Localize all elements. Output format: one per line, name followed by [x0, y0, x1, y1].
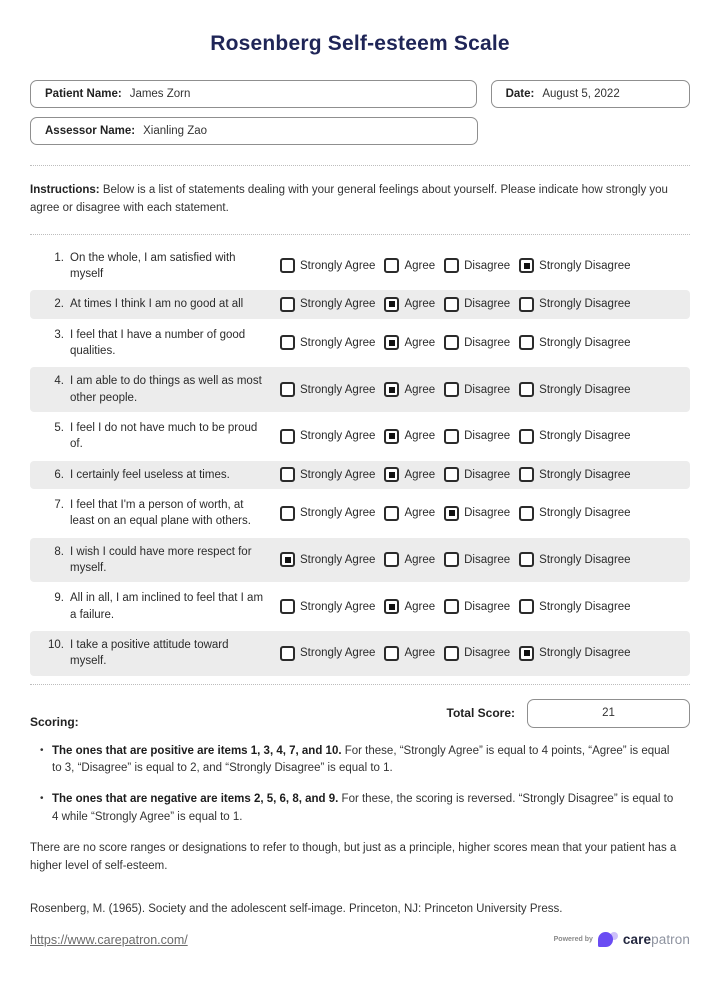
option-label: Strongly Agree — [300, 298, 376, 311]
option-disagree — [444, 599, 510, 614]
checkbox-agree[interactable] — [384, 552, 399, 567]
question-row-1 — [30, 244, 690, 289]
question-number: 1. — [54, 251, 64, 264]
checkbox-strongly-disagree[interactable] — [519, 382, 534, 397]
option-disagree — [444, 335, 510, 350]
question-number: 5. — [54, 421, 64, 434]
question-statement — [42, 544, 280, 577]
checkbox-agree[interactable] — [384, 297, 399, 312]
divider — [30, 234, 690, 235]
question-text: I take a positive attitude toward myself. — [70, 638, 229, 668]
option-label: Agree — [404, 336, 436, 349]
checkbox-strongly-agree[interactable] — [280, 599, 295, 614]
scoring-bullet-positive — [40, 743, 680, 779]
question-number: 3. — [54, 328, 64, 341]
question-row-9 — [30, 584, 690, 629]
brand-light: patron — [651, 932, 690, 948]
total-score-value: 21 — [602, 707, 615, 720]
scoring-heading: Scoring: — [30, 714, 79, 729]
option-label: Disagree — [464, 468, 511, 481]
answer-options — [280, 335, 680, 350]
answer-options — [280, 646, 680, 661]
question-statement — [42, 420, 280, 453]
checkbox-strongly-agree[interactable] — [280, 382, 295, 397]
checkbox-agree[interactable] — [384, 429, 399, 444]
checkbox-strongly-agree[interactable] — [280, 467, 295, 482]
checkbox-strongly-agree[interactable] — [280, 429, 295, 444]
date-field[interactable] — [491, 80, 690, 108]
option-label: Strongly Agree — [300, 553, 376, 566]
assessor-name-label: Assessor Name: — [45, 125, 136, 137]
answer-options — [280, 297, 680, 312]
powered-by-badge — [554, 931, 690, 948]
instructions-body: Below is a list of statements dealing with your general feelings about yourself. Please indicate how strongly you agree or disagree with each statement. — [30, 184, 668, 214]
instructions-label: Instructions: — [30, 184, 100, 196]
question-row-6 — [30, 461, 690, 489]
question-text: All in all, I am inclined to feel that I am a failure. — [70, 592, 264, 621]
checkbox-strongly-agree[interactable] — [280, 297, 295, 312]
option-label: Strongly Agree — [300, 383, 376, 396]
date-value: August 5, 2022 — [542, 88, 620, 100]
option-label: Agree — [404, 647, 436, 660]
option-label: Disagree — [464, 298, 511, 311]
question-text: I feel that I have a number of good qualities. — [70, 328, 246, 357]
checkbox-strongly-disagree[interactable] — [519, 258, 534, 273]
question-row-7 — [30, 491, 690, 536]
option-disagree — [444, 258, 510, 273]
question-text: I certainly feel useless at times. — [70, 468, 230, 481]
questions-list — [30, 244, 690, 676]
option-label: Strongly Agree — [300, 468, 376, 481]
question-statement — [42, 497, 280, 530]
brand-bold: care — [622, 932, 652, 948]
option-disagree — [444, 506, 510, 521]
instructions-text — [30, 182, 670, 218]
question-statement — [42, 637, 280, 670]
answer-options — [280, 258, 680, 273]
question-number: 4. — [54, 375, 64, 388]
checkbox-disagree[interactable] — [444, 467, 459, 482]
checkbox-disagree[interactable] — [444, 429, 459, 444]
checkbox-agree[interactable] — [384, 335, 399, 350]
checkbox-disagree[interactable] — [444, 297, 459, 312]
divider — [30, 165, 690, 166]
citation-text: Rosenberg, M. (1965). Society and the adolescent self-image. Princeton, NJ: Princeton University Press. — [30, 903, 563, 916]
option-agree — [384, 335, 435, 350]
powered-by-label: Powered by — [553, 936, 593, 944]
checkbox-strongly-disagree[interactable] — [519, 429, 534, 444]
option-strongly-agree — [280, 429, 375, 444]
question-statement — [42, 467, 280, 483]
question-row-2 — [30, 290, 690, 318]
checkbox-strongly-agree[interactable] — [280, 258, 295, 273]
option-label: Agree — [404, 430, 436, 443]
option-label: Disagree — [464, 647, 511, 660]
option-label: Disagree — [464, 507, 511, 520]
option-agree — [384, 297, 435, 312]
bullet-body-text: For these, “Strongly Agree” is equal to 4 points, “Agree” is equal to 3, “Disagree” is equal to 2, and “Strongly Disagree” is equal to 1. — [52, 744, 670, 775]
option-strongly-disagree — [519, 552, 630, 567]
question-row-10 — [30, 631, 690, 676]
question-number: 9. — [54, 592, 64, 605]
question-row-3 — [30, 321, 690, 366]
option-disagree — [444, 382, 510, 397]
checkbox-disagree[interactable] — [444, 599, 459, 614]
checkbox-disagree[interactable] — [444, 552, 459, 567]
total-score-field[interactable] — [527, 699, 690, 728]
question-text: I feel that I'm a person of worth, at least on an equal plane with others. — [70, 498, 251, 528]
option-label: Disagree — [464, 430, 511, 443]
option-strongly-agree — [280, 467, 375, 482]
option-label: Strongly Disagree — [539, 383, 631, 396]
option-label: Strongly Agree — [300, 647, 376, 660]
question-statement — [42, 250, 280, 283]
question-number: 2. — [54, 298, 64, 311]
question-statement — [42, 373, 280, 406]
option-label: Strongly Agree — [300, 259, 376, 272]
option-label: Agree — [404, 553, 436, 566]
option-label: Agree — [404, 259, 436, 272]
option-agree — [384, 552, 435, 567]
question-text: I wish I could have more respect for myself. — [70, 545, 252, 574]
footer-row — [30, 931, 690, 948]
checkbox-strongly-agree[interactable] — [280, 646, 295, 661]
option-label: Strongly Disagree — [539, 298, 631, 311]
option-label: Agree — [404, 383, 436, 396]
option-strongly-disagree — [519, 646, 630, 661]
option-disagree — [444, 429, 510, 444]
assessor-name-value: Xianling Zao — [143, 125, 208, 137]
checkbox-disagree[interactable] — [444, 506, 459, 521]
carepatron-logo-icon — [598, 931, 618, 948]
header-fields-row-2 — [30, 117, 690, 145]
total-score-label: Total Score: — [446, 706, 515, 721]
option-strongly-disagree — [519, 467, 630, 482]
patient-name-label: Patient Name: — [45, 88, 122, 100]
option-agree — [384, 467, 435, 482]
option-strongly-agree — [280, 258, 375, 273]
divider — [30, 684, 690, 685]
question-statement — [42, 327, 280, 360]
checkbox-agree[interactable] — [384, 506, 399, 521]
option-strongly-disagree — [519, 506, 630, 521]
question-row-8 — [30, 538, 690, 583]
option-label: Strongly Agree — [300, 430, 376, 443]
scoring-note: There are no score ranges or designations to refer to though, but just as a principle, higher scores mean that your patient has a higher level of self-esteem. — [30, 841, 677, 872]
option-disagree — [444, 297, 510, 312]
option-label: Strongly Disagree — [539, 336, 631, 349]
option-strongly-agree — [280, 335, 375, 350]
option-label: Agree — [404, 507, 436, 520]
checkbox-strongly-disagree[interactable] — [519, 599, 534, 614]
checkbox-disagree[interactable] — [444, 382, 459, 397]
scoring-bullet-negative — [40, 791, 680, 827]
option-label: Strongly Agree — [300, 600, 376, 613]
option-agree — [384, 429, 435, 444]
question-row-5 — [30, 414, 690, 459]
option-agree — [384, 506, 435, 521]
option-strongly-agree — [280, 646, 375, 661]
option-label: Strongly Disagree — [539, 430, 631, 443]
checkbox-agree[interactable] — [384, 599, 399, 614]
question-number: 6. — [54, 468, 64, 481]
option-strongly-disagree — [519, 429, 630, 444]
header-fields-row-1 — [30, 80, 690, 108]
option-agree — [384, 646, 435, 661]
question-text: On the whole, I am satisfied with myself — [70, 251, 236, 280]
question-text: At times I think I am no good at all — [70, 298, 244, 311]
option-label: Disagree — [464, 600, 511, 613]
option-strongly-agree — [280, 599, 375, 614]
option-label: Strongly Disagree — [539, 647, 631, 660]
question-number: 7. — [54, 498, 64, 511]
checkbox-strongly-agree[interactable] — [280, 552, 295, 567]
option-label: Agree — [404, 298, 436, 311]
option-label: Strongly Agree — [300, 507, 376, 520]
question-statement — [42, 590, 280, 623]
page-title: Rosenberg Self-esteem Scale — [210, 32, 510, 55]
answer-options — [280, 506, 680, 521]
option-disagree — [444, 467, 510, 482]
date-label: Date: — [505, 88, 535, 100]
answer-options — [280, 429, 680, 444]
answer-options — [280, 599, 680, 614]
checkbox-strongly-disagree[interactable] — [519, 506, 534, 521]
option-label: Strongly Disagree — [539, 468, 631, 481]
option-strongly-agree — [280, 297, 375, 312]
option-label: Disagree — [464, 336, 511, 349]
option-label: Disagree — [464, 259, 511, 272]
checkbox-strongly-disagree[interactable] — [519, 335, 534, 350]
checkbox-agree[interactable] — [384, 646, 399, 661]
option-strongly-disagree — [519, 258, 630, 273]
checkbox-strongly-disagree[interactable] — [519, 646, 534, 661]
option-agree — [384, 382, 435, 397]
answer-options — [280, 552, 680, 567]
checkbox-strongly-disagree[interactable] — [519, 467, 534, 482]
checkbox-strongly-agree[interactable] — [280, 506, 295, 521]
option-label: Strongly Disagree — [539, 507, 631, 520]
checkbox-strongly-disagree[interactable] — [519, 552, 534, 567]
question-number: 10. — [48, 638, 64, 651]
checkbox-strongly-agree[interactable] — [280, 335, 295, 350]
option-strongly-disagree — [519, 335, 630, 350]
question-row-4 — [30, 367, 690, 412]
question-number: 8. — [54, 545, 64, 558]
checkbox-agree[interactable] — [384, 382, 399, 397]
option-strongly-agree — [280, 382, 375, 397]
option-strongly-disagree — [519, 382, 630, 397]
answer-options — [280, 467, 680, 482]
option-label: Strongly Disagree — [539, 259, 631, 272]
checkbox-agree[interactable] — [384, 467, 399, 482]
logo-blob-shape — [598, 932, 613, 947]
checkbox-strongly-disagree[interactable] — [519, 297, 534, 312]
question-text: I feel I do not have much to be proud of. — [70, 421, 258, 451]
option-label: Strongly Disagree — [539, 600, 631, 613]
option-label: Strongly Agree — [300, 336, 376, 349]
option-label: Agree — [404, 600, 436, 613]
option-disagree — [444, 552, 510, 567]
option-agree — [384, 258, 435, 273]
total-score-wrap — [447, 699, 690, 728]
bullet-body-text: For these, the scoring is reversed. “Strongly Disagree” is equal to 4 while “Strongly Agree” is equal to 1. — [52, 793, 674, 823]
option-agree — [384, 599, 435, 614]
answer-options — [280, 382, 680, 397]
option-strongly-disagree — [519, 599, 630, 614]
question-text: I am able to do things as well as most other people. — [70, 375, 262, 404]
question-statement — [42, 296, 280, 312]
option-label: Disagree — [464, 553, 511, 566]
assessor-name-field[interactable] — [30, 117, 478, 145]
option-label: Strongly Disagree — [539, 553, 631, 566]
option-label: Agree — [404, 468, 436, 481]
checkbox-disagree[interactable] — [444, 258, 459, 273]
patient-name-field[interactable] — [30, 80, 477, 108]
checkbox-disagree[interactable] — [444, 646, 459, 661]
bullet-bold-text: The ones that are negative are items 2, 5, 6, 8, and 9. — [52, 793, 339, 806]
option-disagree — [444, 646, 510, 661]
score-row — [30, 699, 690, 729]
option-strongly-agree — [280, 552, 375, 567]
carepatron-wordmark — [623, 932, 690, 947]
option-strongly-disagree — [519, 297, 630, 312]
patient-name-value: James Zorn — [129, 88, 191, 100]
bullet-bold-text: The ones that are positive are items 1, 3, 4, 7, and 10. — [52, 744, 342, 757]
checkbox-disagree[interactable] — [444, 335, 459, 350]
option-label: Disagree — [464, 383, 511, 396]
checkbox-agree[interactable] — [384, 258, 399, 273]
website-link[interactable]: https://www.carepatron.com/ — [30, 932, 188, 947]
scoring-bullets — [40, 743, 690, 827]
option-strongly-agree — [280, 506, 375, 521]
